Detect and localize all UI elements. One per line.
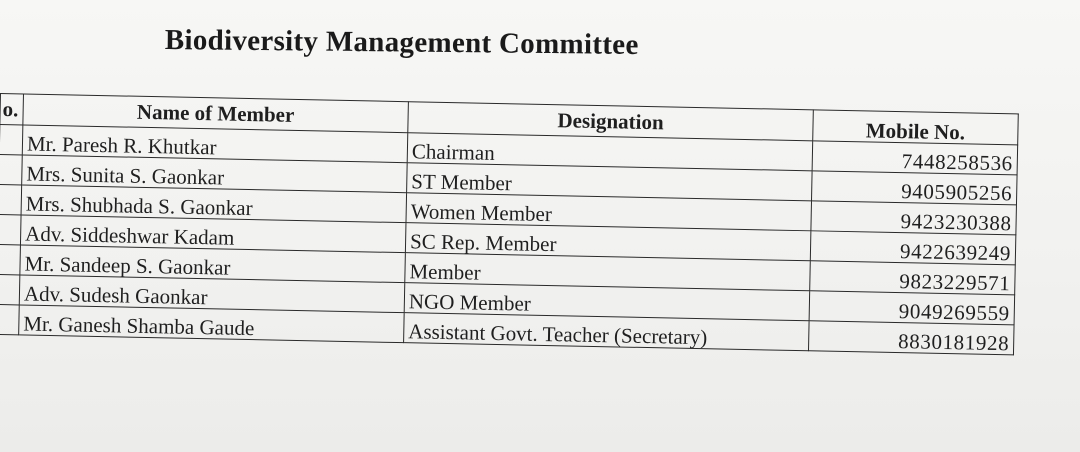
header-mobile-no: Mobile No.	[813, 110, 1019, 145]
member-name: Mr. Sandeep S. Gaonkar	[20, 245, 406, 283]
header-designation: Designation	[408, 102, 814, 141]
member-name: Mrs. Shubhada S. Gaonkar	[21, 185, 407, 223]
member-mobile: 9823229571	[810, 261, 1016, 295]
document-title: Biodiversity Management Committee	[164, 24, 639, 61]
serial-cell	[0, 304, 19, 334]
header-name-of-member: Name of Member	[23, 94, 409, 133]
serial-cell	[0, 154, 22, 184]
member-name: Mr. Paresh R. Khutkar	[22, 125, 408, 163]
members-table	[0, 93, 1019, 355]
header-serial-no: o.	[0, 94, 23, 125]
member-mobile: 9049269559	[809, 291, 1015, 325]
member-name: Adv. Siddeshwar Kadam	[20, 215, 406, 253]
member-name: Mrs. Sunita S. Gaonkar	[22, 155, 408, 193]
member-designation: ST Member	[407, 163, 813, 201]
member-mobile: 7448258536	[812, 141, 1018, 175]
member-designation: Women Member	[406, 193, 812, 231]
member-designation: Assistant Govt. Teacher (Secretary)	[404, 313, 810, 351]
member-designation: NGO Member	[404, 283, 810, 321]
member-name: Mr. Ganesh Shamba Gaude	[19, 305, 405, 343]
serial-cell	[0, 214, 21, 244]
member-designation: Member	[405, 253, 811, 291]
member-designation: SC Rep. Member	[405, 223, 811, 261]
member-designation: Chairman	[407, 133, 813, 171]
serial-cell	[0, 184, 22, 214]
member-mobile: 8830181928	[808, 321, 1014, 355]
member-mobile: 9423230388	[811, 201, 1017, 235]
members-table-wrapper	[0, 93, 1019, 355]
serial-cell	[0, 244, 20, 274]
member-name: Adv. Sudesh Gaonkar	[19, 275, 405, 313]
member-mobile: 9422639249	[810, 231, 1016, 265]
serial-cell	[0, 125, 23, 155]
serial-cell	[0, 274, 20, 304]
member-mobile: 9405905256	[811, 171, 1017, 205]
